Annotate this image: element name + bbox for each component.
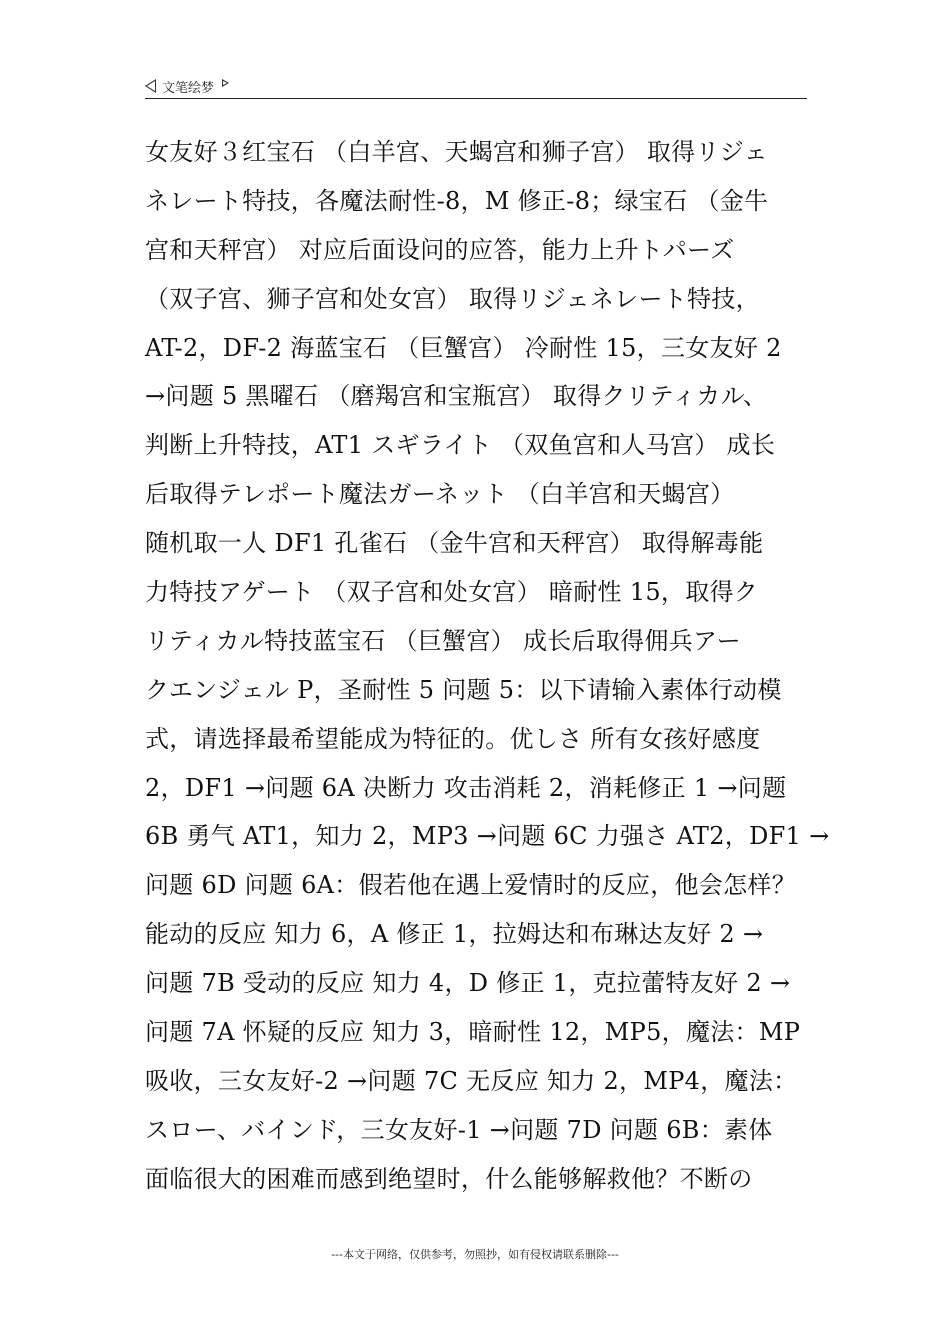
triangle-right-icon — [222, 79, 229, 87]
document-body — [145, 128, 830, 1204]
text-line: スロー、バインド，三女友好-1 →问题 7D 问题 6B：素体 — [145, 1115, 773, 1144]
page-header — [145, 74, 807, 99]
text-line: 6B 勇气 AT1，知力 2，MP3 →问题 6C 力强さ AT2，DF1 → — [145, 822, 830, 851]
text-line: ネレート特技，各魔法耐性-8，M 修正-8；绿宝石 （金牛 — [145, 186, 769, 215]
text-line: 力特技アゲート （双子宫和处女宫） 暗耐性 15，取得ク — [145, 578, 759, 607]
text-line: 能动的反应 知力 6，A 修正 1，拉姆达和布琳达友好 2 → — [145, 920, 764, 949]
text-line: 问题 7B 受动的反应 知力 4，D 修正 1，克拉蕾特友好 2 → — [145, 969, 791, 998]
text-line: 女友好３红宝石 （白羊宫、天蝎宫和狮子宫） 取得リジェ — [145, 138, 768, 166]
text-line: リティカル特技蓝宝石 （巨蟹宫） 成长后取得佣兵アー — [145, 626, 741, 655]
text-line: 2，DF1 →问题 6A 决断力 攻击消耗 2，消耗修正 1 →问题 — [145, 773, 787, 802]
text-line: クエンジェル P，圣耐性 5 问题 5：以下请输入素体行动模 — [145, 675, 782, 704]
text-line: 问题 7A 怀疑的反应 知力 3，暗耐性 12，MP5，魔法：MP — [145, 1018, 801, 1047]
text-line: 问题 6D 问题 6A：假若他在遇上爱情时的反应，他会怎样？ — [145, 871, 796, 900]
page-footer: ---本文于网络，仅供参考，勿照抄，如有侵权请联系删除--- — [331, 1248, 619, 1261]
header-title: 文笔绘梦 — [162, 80, 215, 96]
text-line: 式，请选择最希望能成为特征的。优しさ 所有女孩好感度 — [145, 724, 761, 753]
text-line: 后取得テレポート魔法ガーネット （白羊宫和天蝎宫） — [145, 480, 735, 509]
triangle-left-icon — [145, 79, 156, 93]
text-line: 判断上升特技，AT1 スギライト （双鱼宫和人马宫） 成长 — [145, 431, 776, 460]
text-line: （双子宫、狮子宫和处女宫） 取得リジェネレート特技， — [145, 284, 760, 313]
text-line: 宫和天秤宫） 对应后面设问的应答，能力上升トパーズ — [145, 235, 735, 264]
text-line: 随机取一人 DF1 孔雀石 （金牛宫和天秤宫） 取得解毒能 — [145, 529, 764, 558]
text-line: AT-2，DF-2 海蓝宝石 （巨蟹宫） 冷耐性 15，三女友好 2 — [145, 333, 782, 362]
text-line: →问题 5 黑曜石 （磨羯宫和宝瓶宫） 取得クリティカル、 — [145, 382, 768, 411]
text-line: 面临很大的困难而感到绝望时，什么能够解救他？不断の — [145, 1164, 753, 1193]
text-line: 吸收，三女友好-2 →问题 7C 无反应 知力 2，MP4，魔法： — [145, 1066, 798, 1095]
